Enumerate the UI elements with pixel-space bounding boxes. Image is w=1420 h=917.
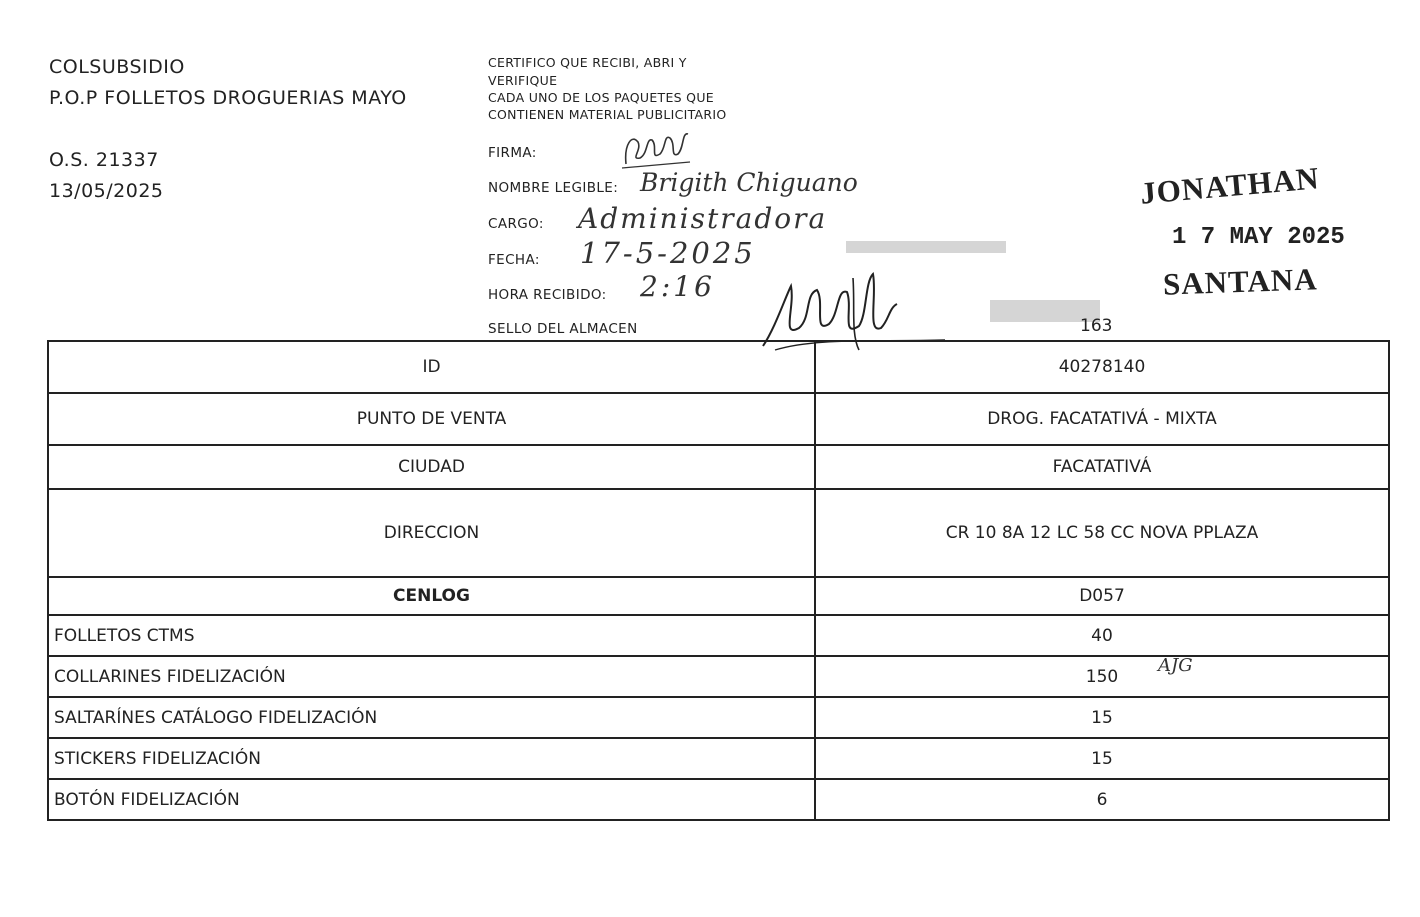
firma-label: FIRMA: bbox=[488, 145, 537, 161]
firma-signature bbox=[618, 124, 698, 174]
row-value: 40 bbox=[815, 615, 1389, 656]
table-row bbox=[48, 489, 1389, 577]
fecha-label: FECHA: bbox=[488, 252, 540, 268]
stamp-name-bottom: SANTANA bbox=[1162, 261, 1319, 302]
row-label: STICKERS FIDELIZACIÓN bbox=[48, 738, 815, 779]
table-row bbox=[48, 779, 1389, 820]
row-label: CENLOG bbox=[48, 577, 815, 615]
nombre-legible-label: NOMBRE LEGIBLE: bbox=[488, 180, 619, 196]
row-value: 40278140 bbox=[815, 341, 1389, 393]
table-row bbox=[48, 738, 1389, 779]
order-number: O.S. 21337 bbox=[49, 149, 159, 171]
certification-line-3: CADA UNO DE LOS PAQUETES QUE bbox=[488, 90, 714, 105]
table-row bbox=[48, 341, 1389, 393]
cargo-label: CARGO: bbox=[488, 216, 544, 232]
row-label: PUNTO DE VENTA bbox=[48, 393, 815, 445]
table-row bbox=[48, 393, 1389, 445]
row-label: CIUDAD bbox=[48, 445, 815, 489]
sello-almacen-label: SELLO DEL ALMACEN bbox=[488, 321, 638, 337]
row-value: CR 10 8A 12 LC 58 CC NOVA PPLAZA bbox=[815, 489, 1389, 577]
delivery-table bbox=[47, 340, 1390, 821]
nombre-legible-value: Brigith Chiguano bbox=[640, 168, 858, 197]
row-label: BOTÓN FIDELIZACIÓN bbox=[48, 779, 815, 820]
row-value: DROG. FACATATIVÁ - MIXTA bbox=[815, 393, 1389, 445]
row-value: FACATATIVÁ bbox=[815, 445, 1389, 489]
document-subject: P.O.P FOLLETOS DROGUERIAS MAYO bbox=[49, 87, 407, 109]
company-name: COLSUBSIDIO bbox=[49, 56, 185, 78]
row-value: 150 bbox=[815, 656, 1389, 697]
scan-smudge bbox=[846, 241, 1006, 253]
hora-recibido-label: HORA RECIBIDO: bbox=[488, 287, 607, 303]
table-row bbox=[48, 697, 1389, 738]
row-value: D057 bbox=[815, 577, 1389, 615]
cargo-value: Administradora bbox=[578, 202, 828, 235]
handwritten-initials: AJG bbox=[1158, 655, 1193, 676]
table-row bbox=[48, 445, 1389, 489]
row-label: FOLLETOS CTMS bbox=[48, 615, 815, 656]
document-date: 13/05/2025 bbox=[49, 180, 164, 202]
fecha-value: 17-5-2025 bbox=[580, 236, 756, 270]
row-value: 15 bbox=[815, 697, 1389, 738]
certification-line-4: CONTIENEN MATERIAL PUBLICITARIO bbox=[488, 107, 727, 122]
certification-line-1: CERTIFICO QUE RECIBI, ABRI Y bbox=[488, 55, 687, 70]
stamp-date: 1 7 MAY 2025 bbox=[1172, 224, 1345, 251]
row-label: ID bbox=[48, 341, 815, 393]
stamp-name-top: JONATHAN bbox=[1138, 160, 1321, 211]
certification-line-2: VERIFIQUE bbox=[488, 73, 558, 88]
row-label: DIRECCION bbox=[48, 489, 815, 577]
row-label: COLLARINES FIDELIZACIÓN bbox=[48, 656, 815, 697]
hora-recibido-value: 2:16 bbox=[640, 270, 715, 303]
table-row bbox=[48, 577, 1389, 615]
sello-number: 163 bbox=[1080, 316, 1113, 336]
row-value: 15 bbox=[815, 738, 1389, 779]
table-row bbox=[48, 615, 1389, 656]
row-value: 6 bbox=[815, 779, 1389, 820]
row-label: SALTARÍNES CATÁLOGO FIDELIZACIÓN bbox=[48, 697, 815, 738]
